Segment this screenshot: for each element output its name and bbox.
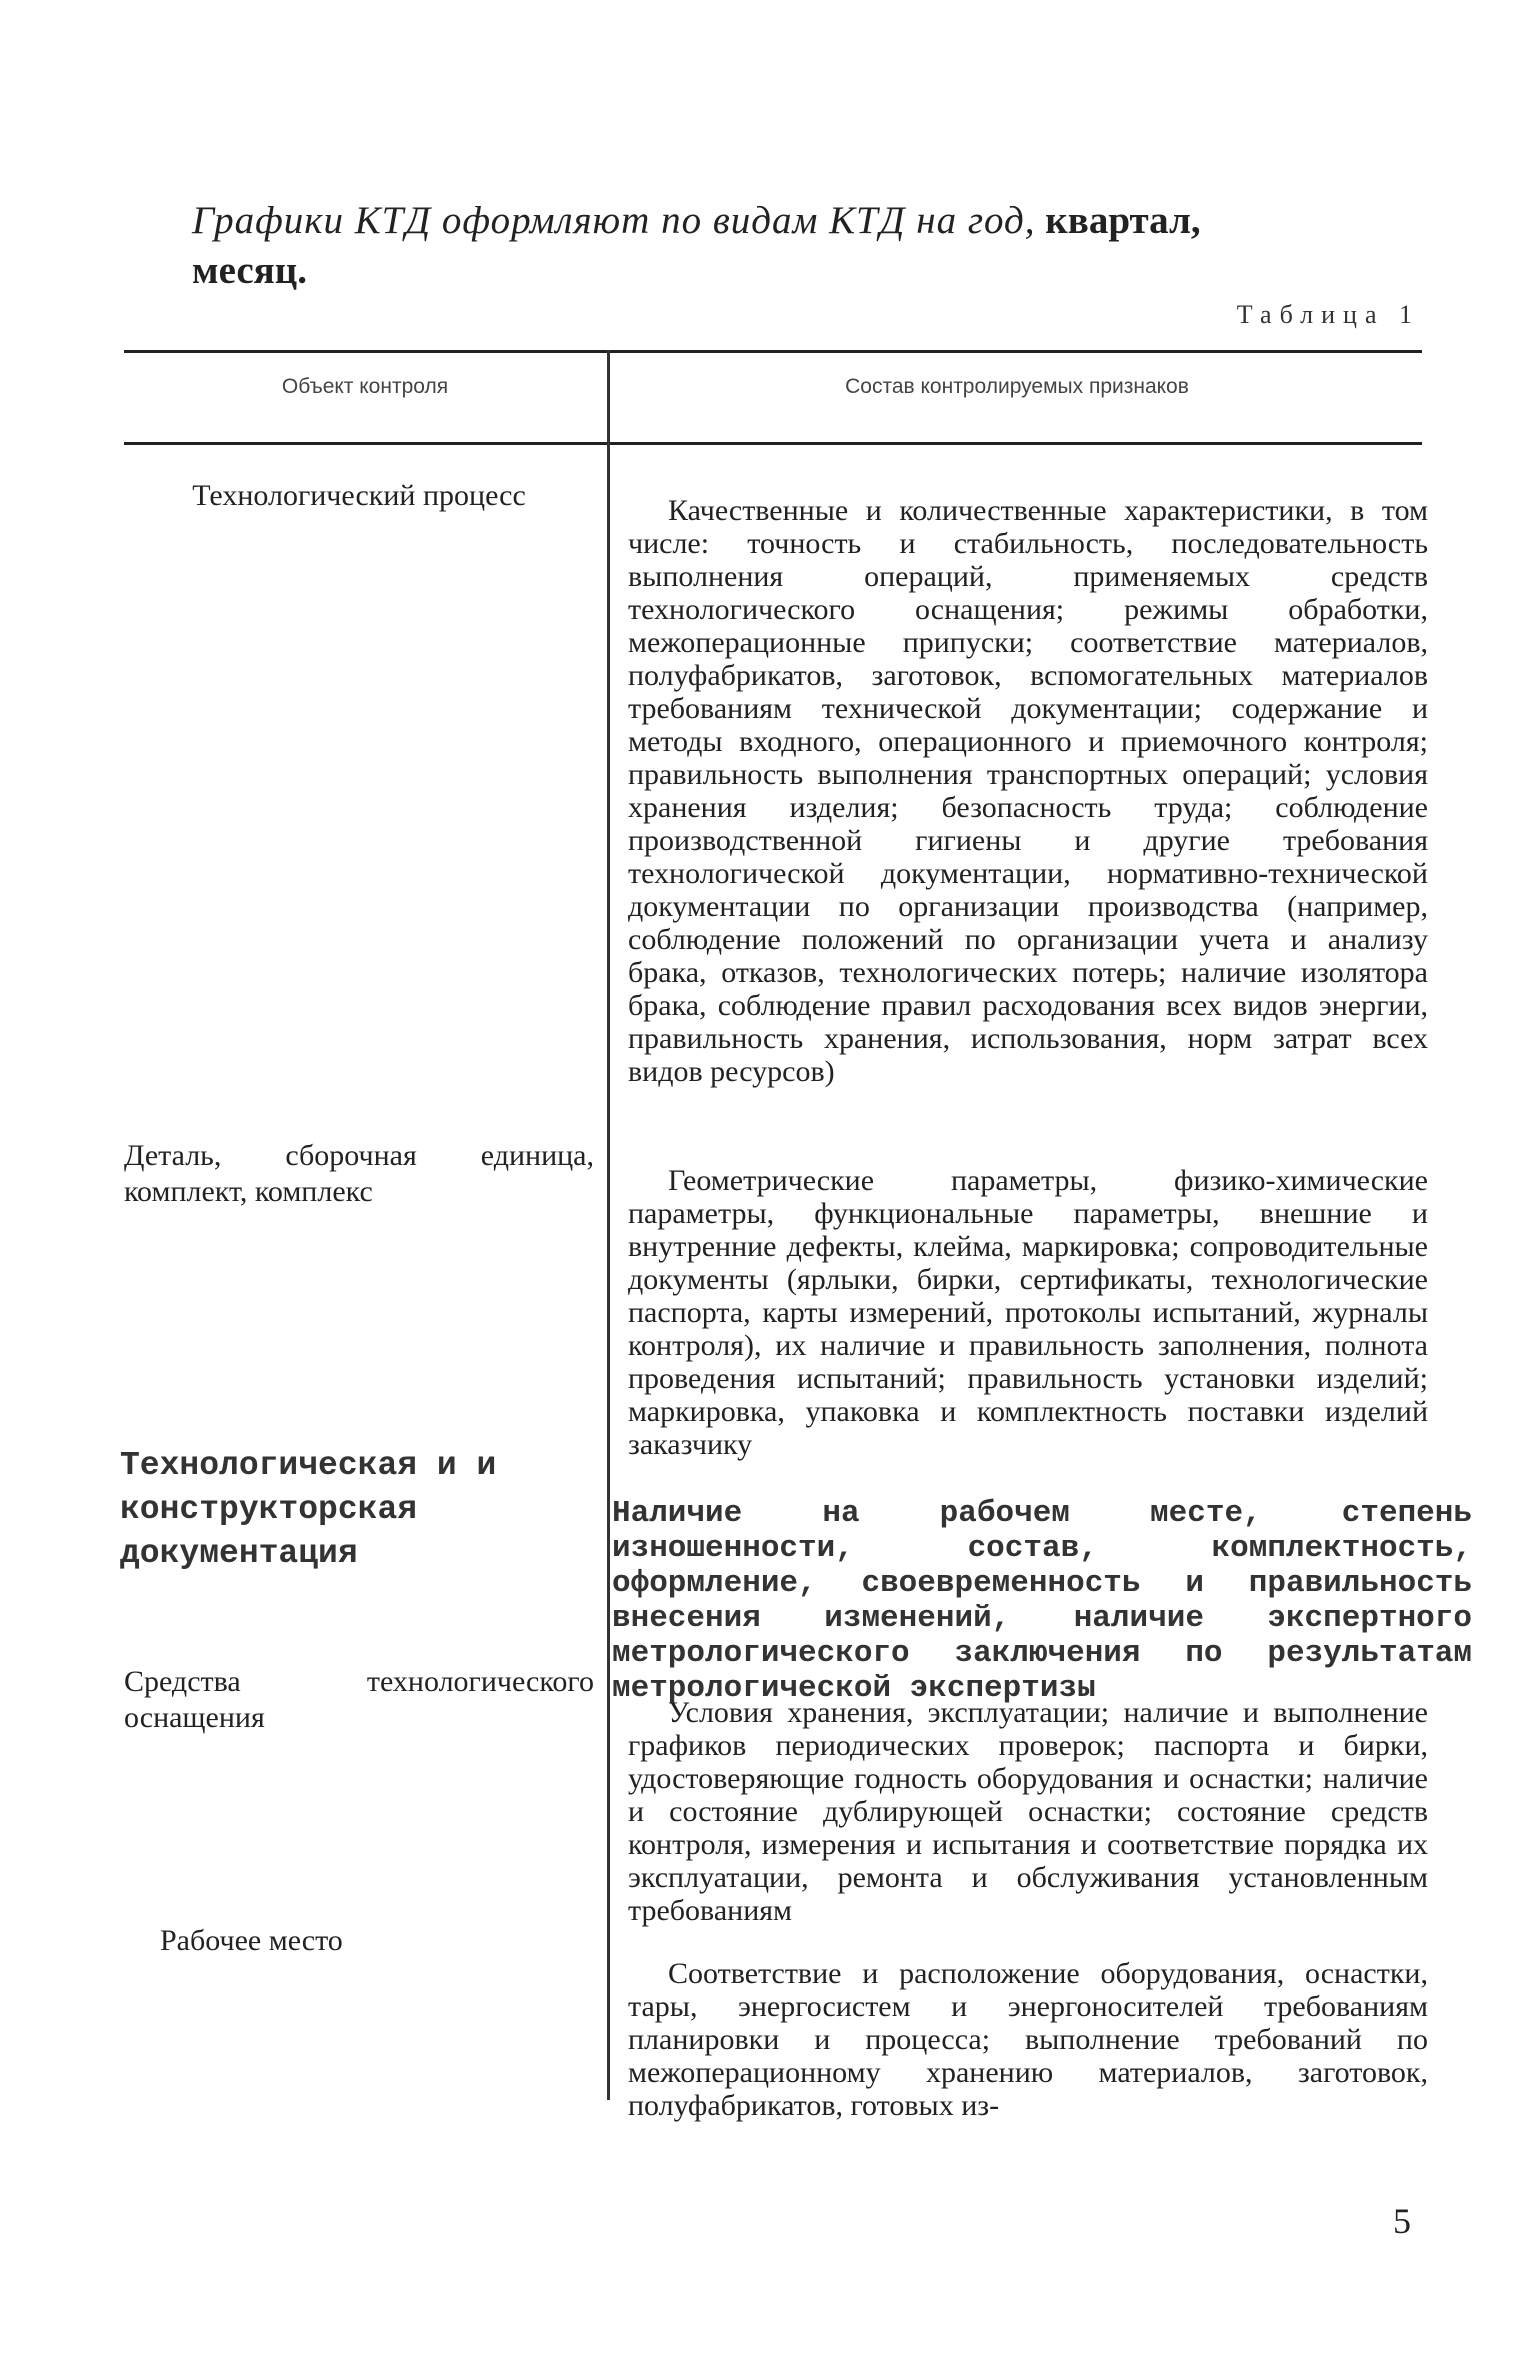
row-object-part: Деталь, сборочная единица, комплект, комплекс bbox=[124, 1139, 594, 1208]
row-features-documentation: Наличие на рабочем месте, степень изношенности, состав, комплектность, оформление, своевременность и правильность внесения изменений, наличие экспертного метрологического заключения по результатам метрологической экспертизы bbox=[612, 1496, 1472, 1706]
table-column-divider bbox=[607, 350, 610, 2100]
row-features-part: Геометрические параметры, физико-химические параметры, функциональные параметры, внешние и внутренние дефекты, клейма, маркировка; сопроводительные документы (ярлыки, бирки, сертификаты, технологические паспорта, карты измерений, протоколы испытаний, журналы контроля), их наличие и правильность заполнения, полнота проведения испытаний; правильность установки изделий; маркировка, упаковка и комплектность поставки изделий заказчику bbox=[628, 1164, 1428, 1461]
column-header-object: Объект контроля bbox=[281, 375, 449, 398]
table-header-rule bbox=[124, 442, 1422, 445]
intro-text-line2: месяц. bbox=[192, 249, 307, 292]
row-features-workplace: Соответствие и расположение оборудования, оснастки, тары, энергосистем и энергоносителей требованиям планировки и процесса; выполнение требований по межоперационному хранению материалов, заготовок, полуфабрикатов, готовых из- bbox=[628, 1957, 1428, 2122]
intro-paragraph bbox=[192, 196, 1442, 296]
row-object-process: Технологический процесс bbox=[192, 479, 526, 512]
row-object-equipment: Средства технологического оснащения bbox=[124, 1665, 594, 1734]
table-top-rule bbox=[124, 350, 1422, 353]
table-label: Таблица 1 bbox=[1236, 300, 1420, 329]
column-header-features: Состав контролируемых признаков bbox=[845, 375, 1189, 398]
page-number: 5 bbox=[1393, 2201, 1411, 2241]
row-features-equipment: Условия хранения, эксплуатации; наличие и выполнение графиков периодических проверок; паспорта и бирки, удостоверяющие годность оборудования и оснастки; наличие и состояние дублирующей оснастки; состояние средств контроля, измерения и испытания и соответствие порядка их эксплуатации, ремонта и обслуживания установленным требованиям bbox=[628, 1696, 1428, 1927]
row-object-workplace: Рабочее место bbox=[160, 1924, 343, 1957]
intro-text: Графики КТД оформляют по видам КТД на год, bbox=[192, 199, 1036, 242]
intro-text-tail: квартал, bbox=[1035, 199, 1201, 242]
row-features-process: Качественные и количественные характеристики, в том числе: точность и стабильность, последовательность выполнения операций, применяемых средств технологического оснащения; режимы обработки, межоперационные припуски; соответствие материалов, полуфабрикатов, заготовок, вспомогательных материалов требованиям технической документации; содержание и методы входного, операционного и приемочного контроля; правильность выполнения транспортных операций; условия хранения изделия; безопасность труда; соблюдение производственной гигиены и другие требования технологической документации, нормативно-технической документации по организации производства (например, соблюдение положений по организации учета и анализу брака, отказов, технологических потерь; наличие изолятора брака, соблюдение правил расходования всех видов энергии, правильность хранения, использования, норм затрат всех видов ресурсов) bbox=[628, 494, 1428, 1088]
row-object-documentation: Технологическая и и конструкторская документация bbox=[120, 1447, 497, 1572]
